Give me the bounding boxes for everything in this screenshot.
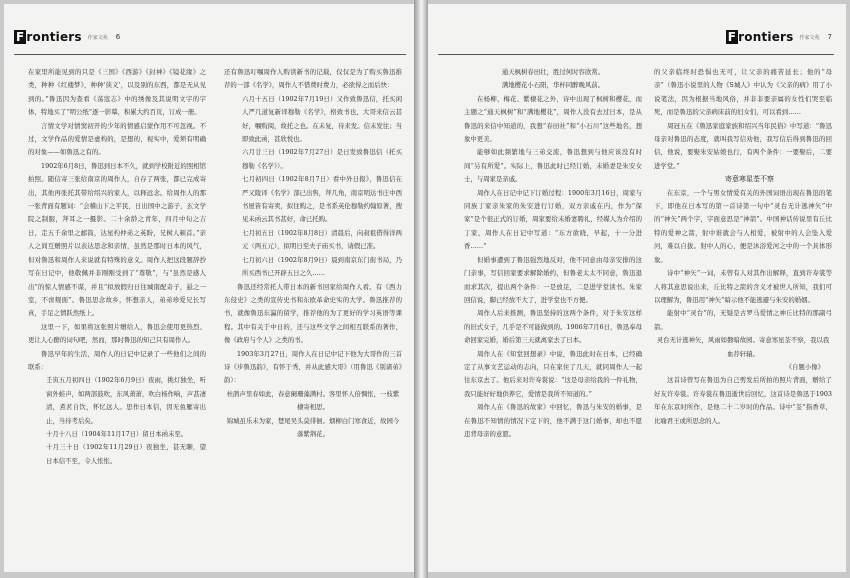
- paragraph: 周作人在日记中记下订婚过程：1900年3月16日，周家与同族丁家亲朱家的朱安进行订婚，双方亲戚在内，作为“保家”是个很正式的订婚，周家要给未婚妻聘礼，经媒人为介绍的丁家，周作人在日记中写道：“东方欲晓，早起，十一分进香……”: [464, 188, 642, 251]
- text-column-3: [464, 66, 642, 441]
- paragraph: 这里一下，如果将这张照片赠给人，鲁迅会使用更热烈、更让人心醉的词句吧，然而，那时鲁迅的知己只有周作人。: [28, 322, 206, 345]
- page-number: 6: [115, 33, 121, 41]
- paragraph: 鲁迅还经常托人带日本的新书回家给周作人看。有《西力东侵史》之类的宣传史书和东欧革命史实的大学。鲁迅推荐的书，就像鲁迅东瀛的留学，推荐他的为了更好的学习英语等课程。其中有关于中日的，还与这些文学之间相互联系的著作，像《政府与个人》之类的书。: [224, 282, 402, 345]
- text-column-4: [654, 66, 832, 428]
- paragraph: 周作人在《知堂回想录》中说，鲁迅此时在日本，已经确定了从事文艺运动的志向，只在家住了几天，就同周作人一起往东京去了。他后来对许寿裳说：“这是母亲给我的一件礼物，我只能好好地供养它，爱情是我所不知道的。”: [464, 349, 642, 398]
- paragraph: 诗中“神矢”一词，未曾有人对其作出解释，直到许寿裳等人将其意思说出来，丘比特之箭的含义才被世人所知，我们可以理解为，鲁迅用“神矢”暗示他不能逃避与朱安的婚姻。: [654, 269, 832, 304]
- paragraph: 周作人在《鲁迅的故家》中回忆，鲁迅与朱安的婚事，是在鲁迅不知情的情况下定下的，他不满于这门婚事，却也不愿违背母亲的意愿。: [464, 403, 642, 438]
- section-heading: 寄意寒星荃不察: [725, 175, 774, 184]
- paragraph: 1902年6月8日，鲁迅到日本不久，就到学校附近的照相馆拍照。随信寄三张给南京的周作人，自存了两张，都已完成寄出，其他再张托其带给绍兴的家人，以释远念。给周作人的那一张背面有题词：“会稽山下之平民，日出国中之游子，玄文学院之制服，拜耳之一摄影。二十余龄之青年，四月中旬之吉日，走五千余里之邮筒，达星杓仲弟之英盼，兄树人顿首。”亲人之间互赠照片以表达思念和亲情，虽然是那时日本的风气，但对鲁迅和周作人来说就有特殊的意义。周作人把这段题辞抄写在日记中，他敬佩并非刚刚受到了“尊敬”，与“虽然是感人出”的惊人情感不谋，并且“拟放假归日往城南配奇子，悬之一室，不啻觌面”。鲁迅思念故乡，怀想亲人，弟弟珍爱兄长写真，手足之情跃然纸上。: [28, 161, 206, 318]
- left-page: [4, 4, 414, 572]
- paragraph: 十月三十日（1902年11月29日）夜独坐，甚无聊，望日本信不至，令人怅怅。: [46, 443, 206, 465]
- paragraph: 言情文学对情窦初开的少年的情感启蒙作用不可忽视。不过，文学作品的爱情是虚构的，是想的，视实中，爱须有明确的对象——如鲁迅之有的。: [28, 121, 206, 157]
- paragraph: 在家里所能见到的只是《三国》《西游》《封神》《镜花缘》之类，种种《红楼梦》，种种'侠义'，以及别的东西，都是无从见到的。”鲁迅因为查看《荡寇志》中的绣像及其说明文字的字体，特地买了“明公纸”逐一影摹，积累大约百页，订成一册。: [28, 68, 206, 117]
- paragraph: 但婚事遭到了鲁迅强烈地反对，他不同意由母亲安排的这门亲事，写信回家要求解除婚约，但鲁老太太不同意，鲁迅退而求其次，提出两个条件：一是放足，二是进学堂读书。朱家回信说，脚已经放不大了，进学堂也不方便。: [464, 255, 642, 304]
- paragraph: 在杨柳、梅花、紫棣花之外，诗中出现了枫树和樱花，而主题之“通天枫树”和“满地樱花”，周作人没有去过日本，是从鲁迅的来信中知道的，我想“春田社”和“小石川”这些地名，想象中更美。: [464, 94, 642, 144]
- paragraph: 七月初六日（1902年8月9日）晨到南京东门街书局，乃所买西书已开辟五日之久……: [242, 255, 402, 278]
- right-page: [428, 4, 846, 572]
- paragraph: 壬寅五月初四日（1902年6月9日）夜雨，挑灯独坐，听窗外蛙声，如两部鼓吹，东风萧萧，吹白杨作响，声甚凄清，煮茗自饮，怀忆远人。思作日本信，因无鱼雁寄出止，当待考后矣。: [46, 376, 206, 425]
- paragraph: 能够如此频繁地与三弟交流，鲁迅想到与他应该没有时间“另有所爱”。实际上，鲁迅此时已经订婚，未婚妻是朱安女士，与周家是亲戚。: [464, 148, 642, 184]
- text-column-2: [224, 66, 402, 441]
- header-rule: [438, 54, 834, 55]
- paragraph: 六月十五日（1902年7月19日）又作致鲁迅信，托买闲人严几道复新译穆勒《名学》，格致书也，大哥来信云甚好，嘱购阅，故托之也。在未复，待来发。信未发往；当即致此函，甚欣悦也。: [242, 94, 402, 144]
- paragraph: 通天枫树春田壮，胜过何时容欣赏。: [501, 68, 605, 76]
- text-column-1: [28, 66, 206, 468]
- paragraph: 六月廿三日（1902年7月27日）是日发致鲁迅信（托买穆勒《名学》）。: [242, 148, 402, 170]
- paragraph: 十月十八日（1904年11月17日）留日本函未至。: [46, 429, 188, 438]
- paragraph: 这首诗曾写在鲁迅为自己剪发后所拍的照片背面，赠给了好友许寿裳。许寿裳在鲁迅逝世后回忆，这首诗是鲁迅于1903年在东京时所作，是他二十二岁时的作品。诗中“荃”指香草，比喻君王或所思念的人。: [654, 376, 832, 425]
- paragraph: 周作人后来推测，鲁迅坚持的这两个条件，对于朱安这样的旧式女子，几乎是不可能做到的。1906年7月6日，鲁迅奉母命回家完婚，婚后第三天就离家去了日本。: [464, 309, 642, 345]
- book-gutter: [414, 0, 428, 578]
- paragraph: 1903年3月27日，周作人在日记中记下他为大哥作的三首诗《步鲁迅韵》，有怀于秀，并从此感大哥》（用鲁迅《别诸弟》韵）：: [224, 349, 402, 385]
- paragraph: 的父亲临终时恐惧也无可，让父亲的痛苦延长；他的“母亲”（鲁迅小说里的人物《S城人》中认为《父亲的病》用了小说笔法，因为根据当地风俗，并非非要亲属的女性们哭至临死，而是鲁迅的父亲病床前的妇女们，可以看到……: [654, 68, 832, 117]
- left-header: [14, 30, 120, 44]
- paragraph: 在东京，一个与男女情爱有关的外国词语出现在鲁迅的笔下，即他在日本写的第一首诗第一句中“灵台无计逃神矢”中的“神矢”两个字，字面意思是“神箭”。中国神话传说里有丘比特的爱神之箭，射中谁就会与人相爱，被射中的人会坠入爱河，难以自拔。射中人的心，便是沐浴爱河之中的一个具体形象。: [654, 188, 832, 264]
- paragraph: 杜鹃声里春如此，春意阑珊藻满村。客里怀人倍惆怅，一枝紫棣寄相思。: [226, 389, 400, 412]
- paragraph: 周冠五在《鲁迅家庭家族和绍兴当年民俗》中写道：“鲁迅母亲对鲁迅的态度，就叫我写信劝他，我写信后得到鲁迅的回信，他说，要娶朱安姑娘也行，有两个条件：一要娶后，二要进学堂。”: [654, 121, 832, 170]
- paragraph: 满地樱花小石阳，华杯同醉晚风前。: [501, 81, 605, 90]
- paragraph: 还有鲁迅叮嘱周作人购读新书的记载，仅仅是为了购买鲁迅推荐的一部《名学》，周作人不惜费时费力，必欲得之而后快：: [224, 68, 402, 90]
- right-header: [726, 30, 832, 44]
- paragraph: 鲁迅早年的生活，周作人的日记中记录了一些他们之间的联系：: [28, 349, 206, 371]
- brand-logo: F rontiers 作家文苑 6: [16, 30, 121, 44]
- paragraph: 能射中“灵台”的，无疑是古罗马爱情之神丘比特的那副弓箭。: [654, 309, 832, 331]
- paragraph: 七月初四日（1902年8月7日）看中外日报》，鲁迅信在严又陵译《名学》部已出售，拜几角，南京明达书庄中西书屋皆有寄卖，拟往购之，是书系英伦穆勒约翰原著，搜见未函云其书甚好，命已托购。: [242, 175, 402, 224]
- section-label: 作家文苑: [799, 34, 820, 41]
- paragraph: 灵台无计逃神矢，风雨如磐暗故园。寄意寒星荃不察，我以我血荐轩辕。: [656, 336, 830, 358]
- page-number: 7: [827, 33, 832, 41]
- section-label: 作家文苑: [87, 34, 108, 41]
- paragraph: 锦城虽乐未为家，楚尾吴头莫徘徊。烟柳白门寒食近，故园今落紫荆花。: [226, 416, 400, 438]
- paragraph: 七月初五日（1902年8月8日）清晨后，向叔祖借得洋两元（两五元），拟明日至夫子庙买书，请假已准。: [242, 228, 402, 251]
- brand-logo-right: F rontiers 作家文苑 7: [727, 30, 832, 44]
- header-rule: [14, 54, 406, 55]
- paragraph: 《自题小像》: [785, 362, 824, 371]
